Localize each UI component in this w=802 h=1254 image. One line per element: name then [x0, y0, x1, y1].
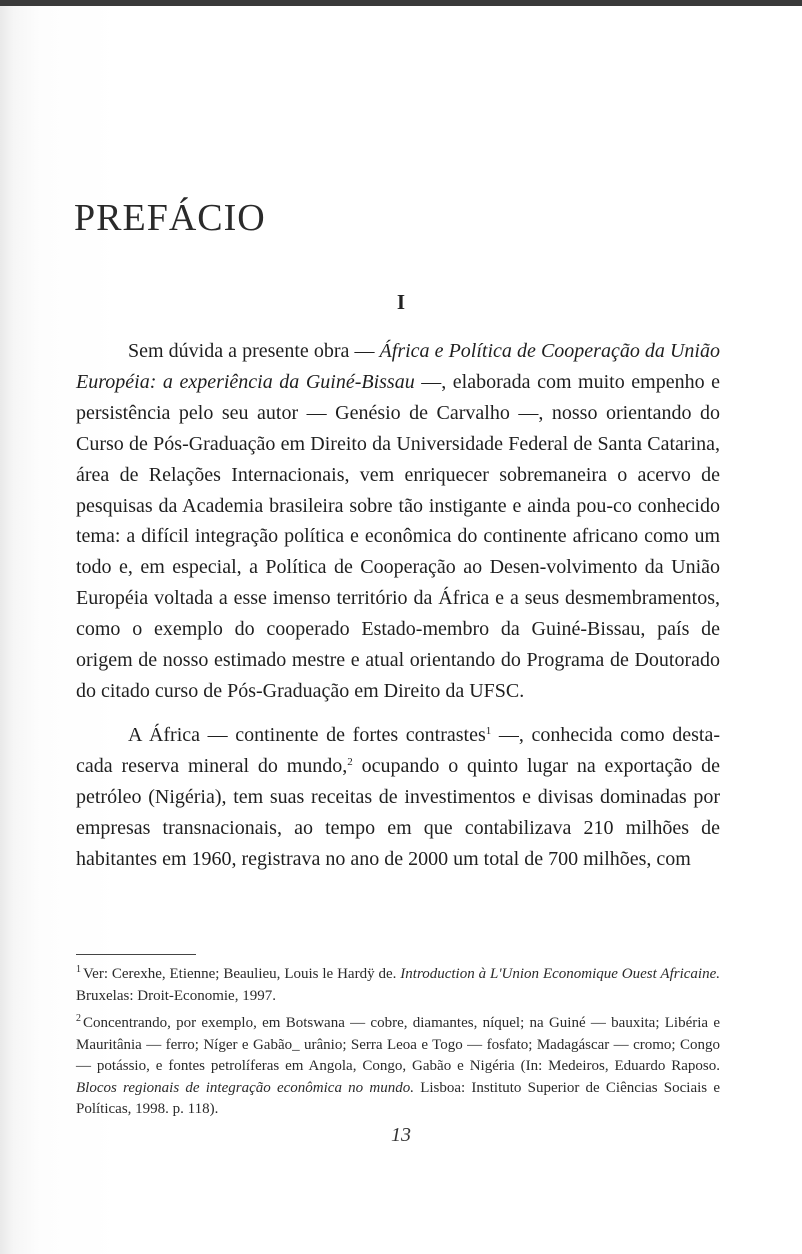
footnote-1-mark: 1 — [76, 964, 81, 975]
footnote-2 — [76, 1013, 720, 1121]
footnote-2-title: Blocos regionais de integração econômica no mundo. — [76, 1079, 414, 1096]
footnote-ref-1[interactable]: 1 — [485, 724, 492, 737]
chapter-title: PREFÁCIO — [74, 197, 266, 239]
paragraph-1 — [76, 336, 720, 707]
footnote-1 — [76, 964, 720, 1007]
footnote-2-source: Lisboa: Instituto Superior de Ciências Sociais e Políticas, 1998. p. 118). — [76, 1079, 720, 1117]
paragraph-2-part-c: ocupando o quinto lugar na exportação de petróleo (Nigéria), tem suas receitas de investimentos e divisas dominadas por empresas transnacionais, ao tempo em que contabilizava 210 milhões de habitantes em 1960, registrava no ano de 2000 um total de 700 milhões, com — [76, 754, 720, 870]
footnote-1-title: Introduction à L'Union Economique Ouest Africaine. — [400, 966, 720, 982]
body-text — [76, 336, 720, 887]
paragraph-2-part-b: —, conhecida como desta-cada reserva mineral do mundo, — [76, 723, 720, 777]
paragraph-1-body: —, elaborada com muito empenho e persistência pelo seu autor — Genésio de Carvalho —, nosso orientando do Curso de Pós-Graduação em Direito da Universidade Federal de Santa Catarina, área de Relações Internacionais, vem enriquecer sobremaneira o acervo de pesquisas da Academia brasileira sobre tão instigante e ainda pou-co conhecido tema: a difícil integração política e econômica do continente africano como um todo e, em especial, a Política de Cooperação ao Desen-volvimento da União Européia voltada a esse imenso território da África e a seus desmembramentos, como o exemplo do cooperado Estado-membro da Guiné-Bissau, país de origem de nosso estimado mestre e atual orientando do Programa de Doutorado do citado curso de Pós-Graduação em Direito da UFSC. — [76, 370, 720, 702]
book-title-italic: África e Política de Cooperação da União Européia: a experiência da Guiné-Bissau — [76, 340, 720, 393]
footnote-2-text: Concentrando, por exemplo, em Botswana — cobre, diamantes, níquel; na Guiné — bauxita; Libéria e Mauritânia — ferro; Níger e Gabão_ urânio; Serra Leoa e Togo — fosfato; Madagáscar — cromo; Congo — potássio, e fontes petrolíferas em Angola, Congo, Gabão e Nigéria (In: Medeiros, Eduardo Raposo. — [76, 1015, 720, 1074]
footnote-2-mark: 2 — [76, 1013, 81, 1024]
footnote-ref-2[interactable]: 2 — [347, 755, 353, 768]
paragraph-2 — [76, 720, 720, 875]
paragraph-1-intro: Sem dúvida a presente obra — — [128, 340, 380, 362]
page-number: 13 — [391, 1124, 411, 1146]
section-number: I — [396, 290, 406, 314]
footnote-1-source: Bruxelas: Droit-Economie, 1997. — [76, 987, 276, 1004]
footnotes — [76, 964, 720, 1127]
footnote-1-text: Ver: Cerexhe, Etienne; Beaulieu, Louis le Hardÿ de. — [83, 966, 401, 982]
paragraph-2-part-a: A África — continente de fortes contrastes — [128, 723, 486, 746]
page-top-edge — [0, 0, 802, 6]
footnote-divider — [76, 954, 196, 955]
